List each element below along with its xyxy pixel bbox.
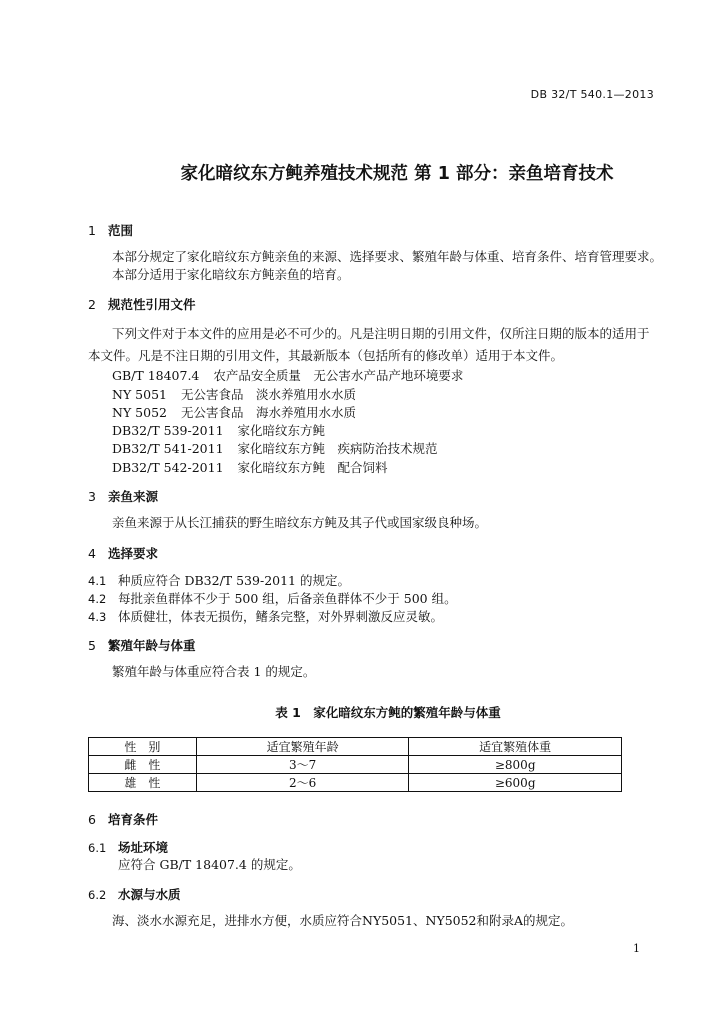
- reference-item: [112, 385, 356, 403]
- reference-name: 家化暗纹东方鲀 疾病防治技术规范: [237, 441, 438, 456]
- table-cell: 2～6: [196, 774, 409, 792]
- table-cell: ≥800g: [409, 756, 622, 774]
- section-6-heading: [88, 810, 158, 828]
- table-cell: ≥600g: [409, 774, 622, 792]
- table-cell: 3～7: [196, 756, 409, 774]
- table-caption: 表 1 家化暗纹东方鲀的繁殖年龄与体重: [275, 705, 501, 720]
- source-paragraph: 亲鱼来源于从长江捕获的野生暗纹东方鲀及其子代或国家级良种场。: [112, 515, 488, 530]
- reference-name: 农产品安全质量 无公害水产品产地环境要求: [213, 368, 464, 383]
- section-3-heading: [88, 487, 158, 505]
- subsection-6-1-heading: [88, 838, 168, 856]
- selection-item: [88, 571, 350, 589]
- age-weight-paragraph: 繁殖年龄与体重应符合表 1 的规定。: [112, 664, 316, 679]
- refs-intro-line-2: 本文件。凡是不注日期的引用文件，其最新版本（包括所有的修改单）适用于本文件。: [88, 348, 564, 363]
- selection-item: [88, 607, 443, 625]
- subsection-6-2-heading: [88, 885, 181, 903]
- section-number: 3: [88, 489, 96, 504]
- table-header-row: [89, 738, 622, 756]
- subsection-number: 6.2: [88, 888, 107, 902]
- page-number: 1: [633, 942, 640, 955]
- refs-intro-line-1: 下列文件对于本文件的应用是必不可少的。凡是注明日期的引用文件，仅所注日期的版本的适用于: [112, 326, 650, 341]
- reference-item: [112, 458, 388, 476]
- selection-item: [88, 589, 457, 607]
- item-number: 4.2: [88, 592, 107, 606]
- scope-paragraph-2: 本部分适用于家化暗纹东方鲀亲鱼的培育。: [112, 267, 350, 282]
- section-number: 1: [88, 223, 96, 238]
- reference-code: GB/T 18407.4: [112, 368, 200, 383]
- site-environment-paragraph: 应符合 GB/T 18407.4 的规定。: [118, 857, 301, 872]
- item-text: 每批亲鱼群体不少于 500 组，后备亲鱼群体不少于 500 组。: [118, 591, 457, 606]
- reference-item: [112, 366, 463, 384]
- reference-name: 家化暗纹东方鲀: [237, 423, 326, 438]
- section-5-heading: [88, 636, 196, 654]
- reference-item: [112, 403, 356, 421]
- age-weight-table: [88, 737, 622, 792]
- section-number: 6: [88, 812, 96, 827]
- reference-name: 无公害食品 海水养殖用水水质: [180, 405, 356, 420]
- item-text: 体质健壮，体表无损伤，鳍条完整，对外界刺激反应灵敏。: [118, 609, 444, 624]
- table-row: [89, 774, 622, 792]
- item-text: 种质应符合 DB32/T 539-2011 的规定。: [118, 573, 350, 588]
- subsection-number: 6.1: [88, 841, 107, 855]
- section-2-heading: [88, 295, 196, 313]
- reference-code: DB32/T 541-2011: [112, 441, 224, 456]
- reference-code: NY 5052: [112, 405, 167, 420]
- table-header-cell: 适宜繁殖体重: [409, 738, 622, 756]
- water-quality-paragraph: 海、淡水水源充足，进排水方便，水质应符合NY5051、NY5052和附录A的规定。: [112, 913, 574, 928]
- reference-name: 家化暗纹东方鲀 配合饲料: [237, 460, 388, 475]
- scope-paragraph-1: 本部分规定了家化暗纹东方鲀亲鱼的来源、选择要求、繁殖年龄与体重、培育条件、培育管理要求。: [112, 249, 663, 264]
- document-title: 家化暗纹东方鲀养殖技术规范 第 1 部分：亲鱼培育技术: [180, 164, 614, 184]
- reference-code: DB32/T 539-2011: [112, 423, 224, 438]
- section-title: 规范性引用文件: [108, 297, 196, 312]
- section-number: 5: [88, 638, 96, 653]
- table-row: [89, 756, 622, 774]
- reference-name: 无公害食品 淡水养殖用水水质: [180, 387, 356, 402]
- table-header-cell: 性 别: [89, 738, 197, 756]
- subsection-title: 水源与水质: [118, 887, 181, 902]
- reference-code: NY 5051: [112, 387, 167, 402]
- standard-code: DB 32/T 540.1—2013: [530, 88, 654, 101]
- reference-code: DB32/T 542-2011: [112, 460, 224, 475]
- item-number: 4.1: [88, 574, 107, 588]
- reference-item: [112, 421, 325, 439]
- section-title: 选择要求: [108, 546, 159, 561]
- section-number: 2: [88, 297, 96, 312]
- section-title: 繁殖年龄与体重: [108, 638, 196, 653]
- section-number: 4: [88, 546, 96, 561]
- section-1-heading: [88, 221, 133, 239]
- table-cell: 雄 性: [89, 774, 197, 792]
- section-4-heading: [88, 544, 158, 562]
- reference-item: [112, 439, 438, 457]
- subsection-title: 场址环境: [118, 840, 169, 855]
- table-cell: 雌 性: [89, 756, 197, 774]
- section-title: 亲鱼来源: [108, 489, 159, 504]
- section-title: 培育条件: [108, 812, 159, 827]
- table-header-cell: 适宜繁殖年龄: [196, 738, 409, 756]
- section-title: 范围: [108, 223, 134, 238]
- item-number: 4.3: [88, 610, 107, 624]
